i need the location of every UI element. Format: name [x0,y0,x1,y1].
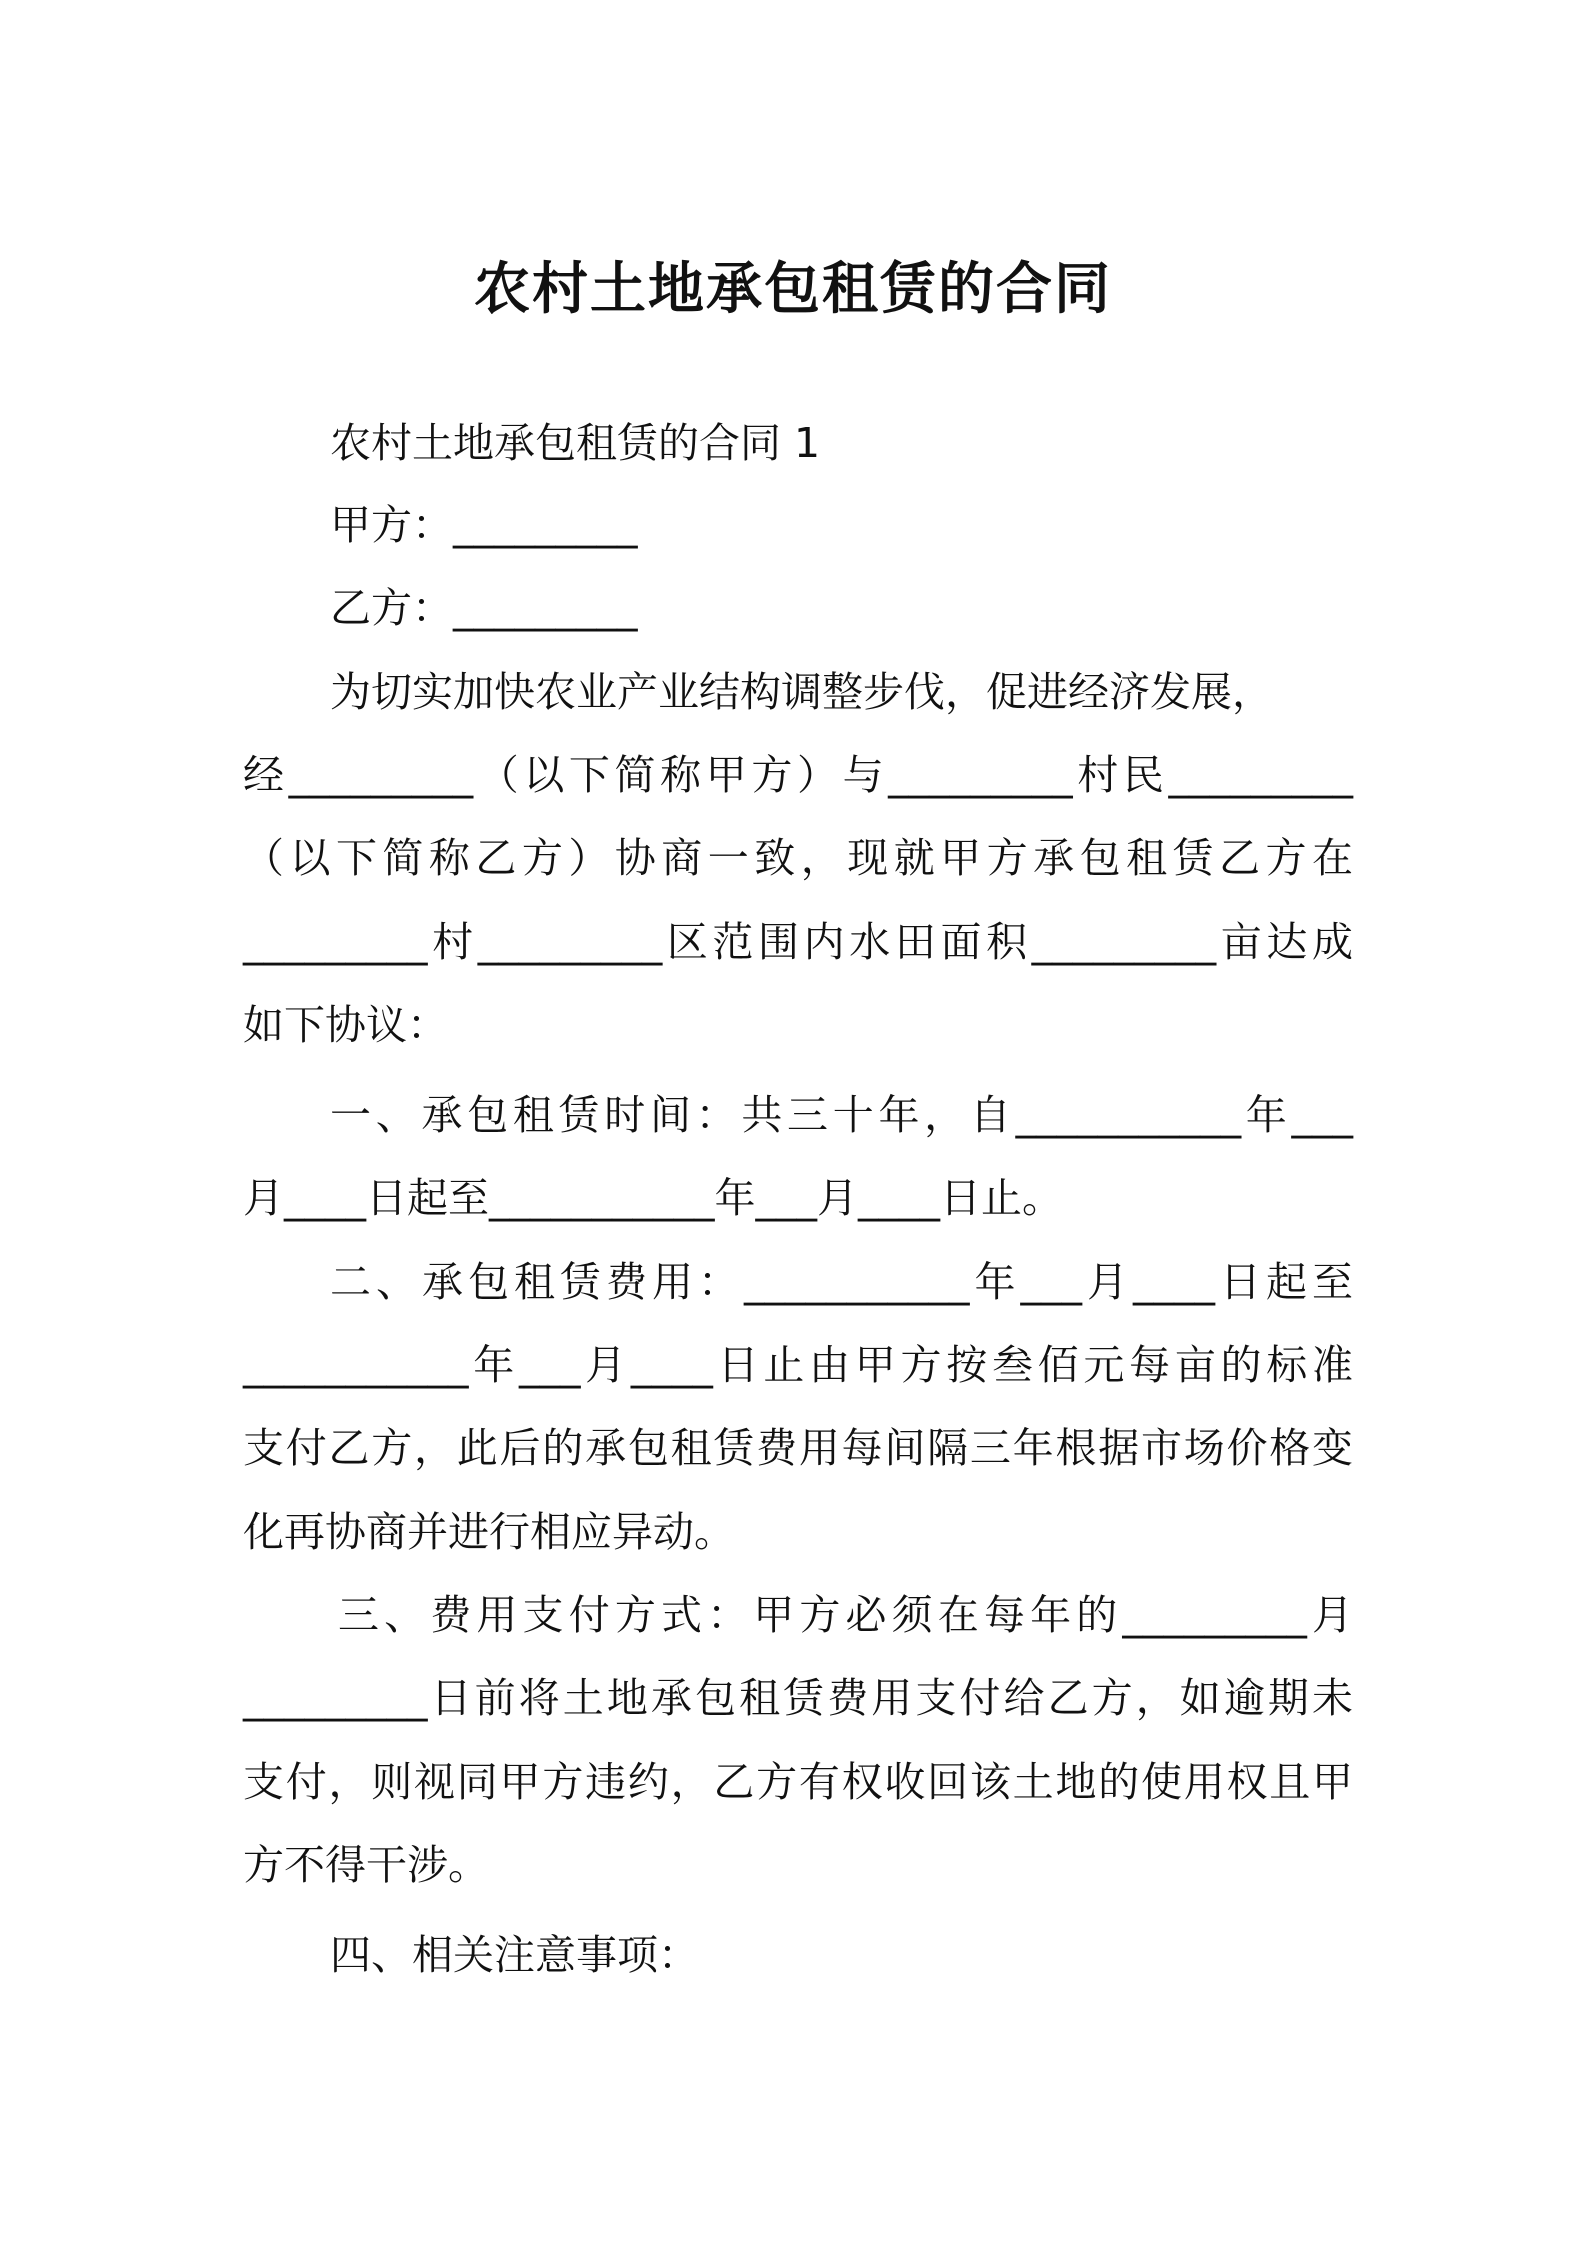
clause-3-line-4: 方不得干涉。 [243,1841,489,1889]
clause-2-line-1: 二、承包租赁费用：___________年___月____日起至 [330,1258,1353,1306]
party-b-line: 乙方：_________ [330,584,638,632]
clause-4-heading: 四、相关注意事项： [330,1931,699,1979]
clause-1-line-2: 月____日起至___________年___月____日止。 [243,1174,1063,1222]
document-title: 农村土地承包租赁的合同 [474,257,1112,322]
clause-2-line-2: ___________年___月____日止由甲方按叁佰元每亩的标准 [243,1341,1353,1389]
preamble-line-3: （以下简称乙方）协商一致，现就甲方承包租赁乙方在 [243,834,1353,882]
preamble-line-5: 如下协议： [243,1001,448,1049]
contract-subtitle: 农村土地承包租赁的合同 1 [330,419,821,467]
party-a-line: 甲方：_________ [330,501,638,549]
preamble-line-1: 为切实加快农业产业结构调整步伐，促进经济发展， [330,668,1273,716]
clause-3-line-2: _________日前将土地承包租赁费用支付给乙方，如逾期未 [243,1674,1353,1722]
clause-3-line-1: 三、费用支付方式：甲方必须在每年的_________月 [338,1591,1353,1639]
clause-2-line-3: 支付乙方，此后的承包租赁费用每间隔三年根据市场价格变 [243,1424,1353,1472]
clause-2-line-4: 化再协商并进行相应异动。 [243,1508,735,1556]
preamble-line-4: _________村_________区范围内水田面积_________亩达成 [243,918,1353,966]
clause-3-line-3: 支付，则视同甲方违约，乙方有权收回该土地的使用权且甲 [243,1758,1353,1806]
preamble-line-2: 经_________（以下简称甲方）与_________村民_________ [243,751,1353,799]
clause-1-line-1: 一、承包租赁时间：共三十年，自___________年___ [330,1091,1353,1139]
